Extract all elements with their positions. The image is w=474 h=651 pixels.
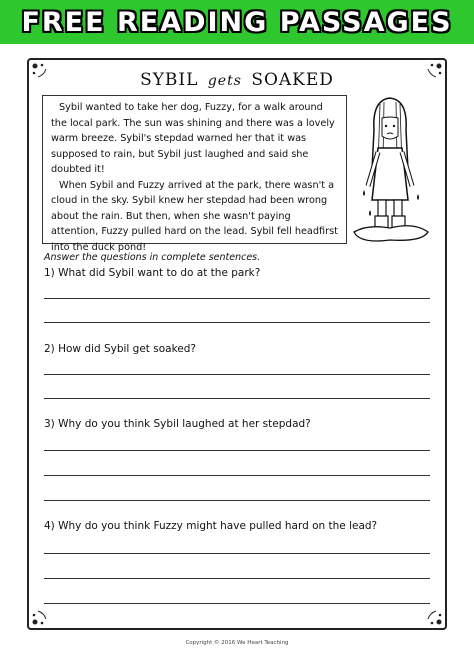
passage-paragraph-1: Sybil wanted to take her dog, Fuzzy, for a walk around the local park. The sun was shining and there was a lovely warm breeze. Sybil's stepdad warned her that it was supposed to rain, but Sybil just laughed and said she doubted it!	[51, 102, 335, 175]
answer-line[interactable]	[44, 398, 430, 399]
title-word-sybil: SYBIL	[140, 70, 199, 90]
banner-title: FREE READING PASSAGES	[21, 6, 453, 38]
worksheet-title	[0, 70, 474, 90]
question-4: 4) Why do you think Fuzzy might have pulled hard on the lead?	[44, 520, 378, 532]
corner-ornament-bottom-right	[422, 605, 444, 627]
answer-line[interactable]	[44, 374, 430, 375]
instructions-text: Answer the questions in complete sentences.	[44, 252, 261, 263]
question-1: 1) What did Sybil want to do at the park?	[44, 267, 261, 279]
title-word-gets: gets	[207, 73, 242, 89]
reading-passage	[51, 100, 340, 255]
answer-line[interactable]	[44, 500, 430, 501]
reading-passage-box	[42, 95, 347, 253]
answer-line[interactable]	[44, 298, 430, 299]
header-banner	[0, 0, 474, 44]
title-word-soaked: SOAKED	[251, 70, 334, 90]
answer-line[interactable]	[44, 475, 430, 476]
copyright-footer: Copyright © 2016 We Heart Teaching	[185, 640, 289, 646]
answer-line[interactable]	[44, 450, 430, 451]
question-2: 2) How did Sybil get soaked?	[44, 343, 196, 355]
corner-ornament-bottom-left	[30, 605, 52, 627]
answer-line[interactable]	[44, 322, 430, 323]
soaked-girl-illustration	[348, 90, 432, 248]
question-3: 3) Why do you think Sybil laughed at her stepdad?	[44, 418, 311, 430]
answer-line[interactable]	[44, 578, 430, 579]
passage-paragraph-2: When Sybil and Fuzzy arrived at the park, there wasn't a cloud in the sky. Sybil knew her stepdad had been wrong about the rain. But then, when she wasn't paying attention, Fuzzy pulled hard on the lead. Sybil fell headfirst into the duck pond!	[51, 179, 338, 253]
answer-line[interactable]	[44, 603, 430, 604]
answer-line[interactable]	[44, 553, 430, 554]
